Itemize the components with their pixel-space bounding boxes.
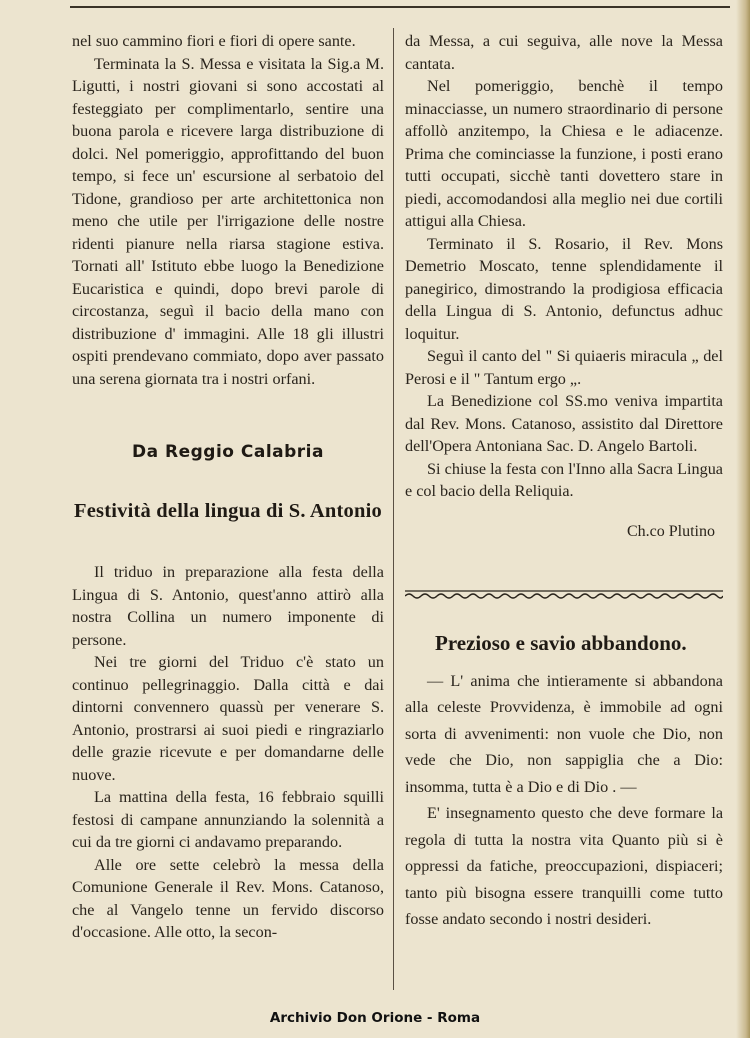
paragraph: Seguì il canto del " Si quiaeris miracula „ del Perosi e il " Tantum ergo „. <box>405 347 723 388</box>
paragraph: E' insegnamento questo che deve formare la regola di tutta la nostra vita Quanto più si è oppressi da fatiche, preoccupazioni, dispiaceri; tanto più bisogna essere tranquilli come tutto fosse andato secondo i nostri desideri. <box>405 804 723 928</box>
left-column <box>72 30 384 944</box>
paragraph: Terminato il S. Rosario, il Rev. Mons Demetrio Moscato, tenne splendidamente il panegirico, dimostrando la prodigiosa efficacia della Lingua di S. Antonio, defunctus adhuc loquitur. <box>405 234 723 343</box>
right-column <box>405 30 723 933</box>
paragraph: La mattina della festa, 16 febbraio squilli festosi di campane annunziando la solennità a cui da tre giorni ci andavamo preparando. <box>72 788 384 851</box>
paragraph: — L' anima che intieramente si abbandona alla celeste Provvidenza, è immobile ad ogni sorta di avvenimenti: non vuole che Dio, non vede che Dio, non sappiglia che a Dio: insomma, tutta è a Dio e di Dio . — <box>405 671 723 796</box>
paragraph: La Benedizione col SS.mo veniva impartita dal Rev. Mons. Catanoso, assistito dal Direttore dell'Opera Antoniana Sac. D. Angelo Bartoli. <box>405 392 723 455</box>
decorative-rule-ornament <box>405 589 723 601</box>
paragraph: nel suo cammino fiori e fiori di opere sante. <box>72 32 356 50</box>
article-title: Festività della lingua di S. Antonio <box>74 500 382 522</box>
archive-footer: Archivio Don Orione - Roma <box>269 1010 481 1026</box>
article-title: Prezioso e savio abbandono. <box>435 630 687 655</box>
paragraph: Si chiuse la festa con l'Inno alla Sacra Lingua e col bacio della Reliquia. <box>405 459 723 500</box>
paragraph: Nei tre giorni del Triduo c'è stato un continuo pellegrinaggio. Dalla città e dai dintorni convennero quassù per venerare S. Antonio, prostrarsi ai suoi piedi e ringraziarlo delle grazie ricevute e per domandarne delle nuove. <box>72 653 384 784</box>
paragraph: Terminata la S. Messa e visitata la Sig.a M. Ligutti, i nostri giovani si sono accostati al festeggiato per complimentarlo, sentire una buona parola e ricevere larga distribuzione di dolci. Nel pomeriggio, approfittando del buon tempo, si fece un' escursione al serbatoio del Tidone, grandioso per arte architettonica non meno che utile per l'irrigazione delle nostre ridenti pianure nella riarsa stagione estiva. Tornati all' Istituto ebbe luogo la Benedizione Eucaristica e quindi, dopo brevi parole di circostanza, seguì il bacio della mano con distribuzione d' immagini. Alle 18 gli illustri ospiti prendevano commiato, dopo aver passato una serena giornata tra i nostri orfani. <box>72 54 384 388</box>
paragraph: Nel pomeriggio, benchè il tempo minacciasse, un numero straordinario di persone affollò anzitempo, la Chiesa e le adiacenze. Prima che cominciasse la funzione, i posti erano tutti occupati, sicchè tanti dovettero stare in piedi, accomodandosi alla meglio nei due cortili attigui alla Chiesa. <box>405 77 723 230</box>
page-edge-shadow <box>736 0 750 1038</box>
paragraph: Il triduo in preparazione alla festa della Lingua di S. Antonio, quest'anno attirò alla nostra Collina un numero imponente di persone. <box>72 563 384 649</box>
column-divider <box>393 28 394 990</box>
signature: Ch.co Plutino <box>626 522 715 540</box>
spacer <box>72 523 384 561</box>
paragraph: Alle ore sette celebrò la messa della Comunione Generale il Rev. Mons. Catanoso, che al Vangelo tenne un fervido discorso d'occasione. Alle otto, la secon- <box>72 855 384 941</box>
paragraph: da Messa, a cui seguiva, alle nove la Messa cantata. <box>405 32 723 73</box>
top-rule <box>70 6 730 8</box>
section-heading-city: Da Reggio Calabria <box>132 442 324 462</box>
